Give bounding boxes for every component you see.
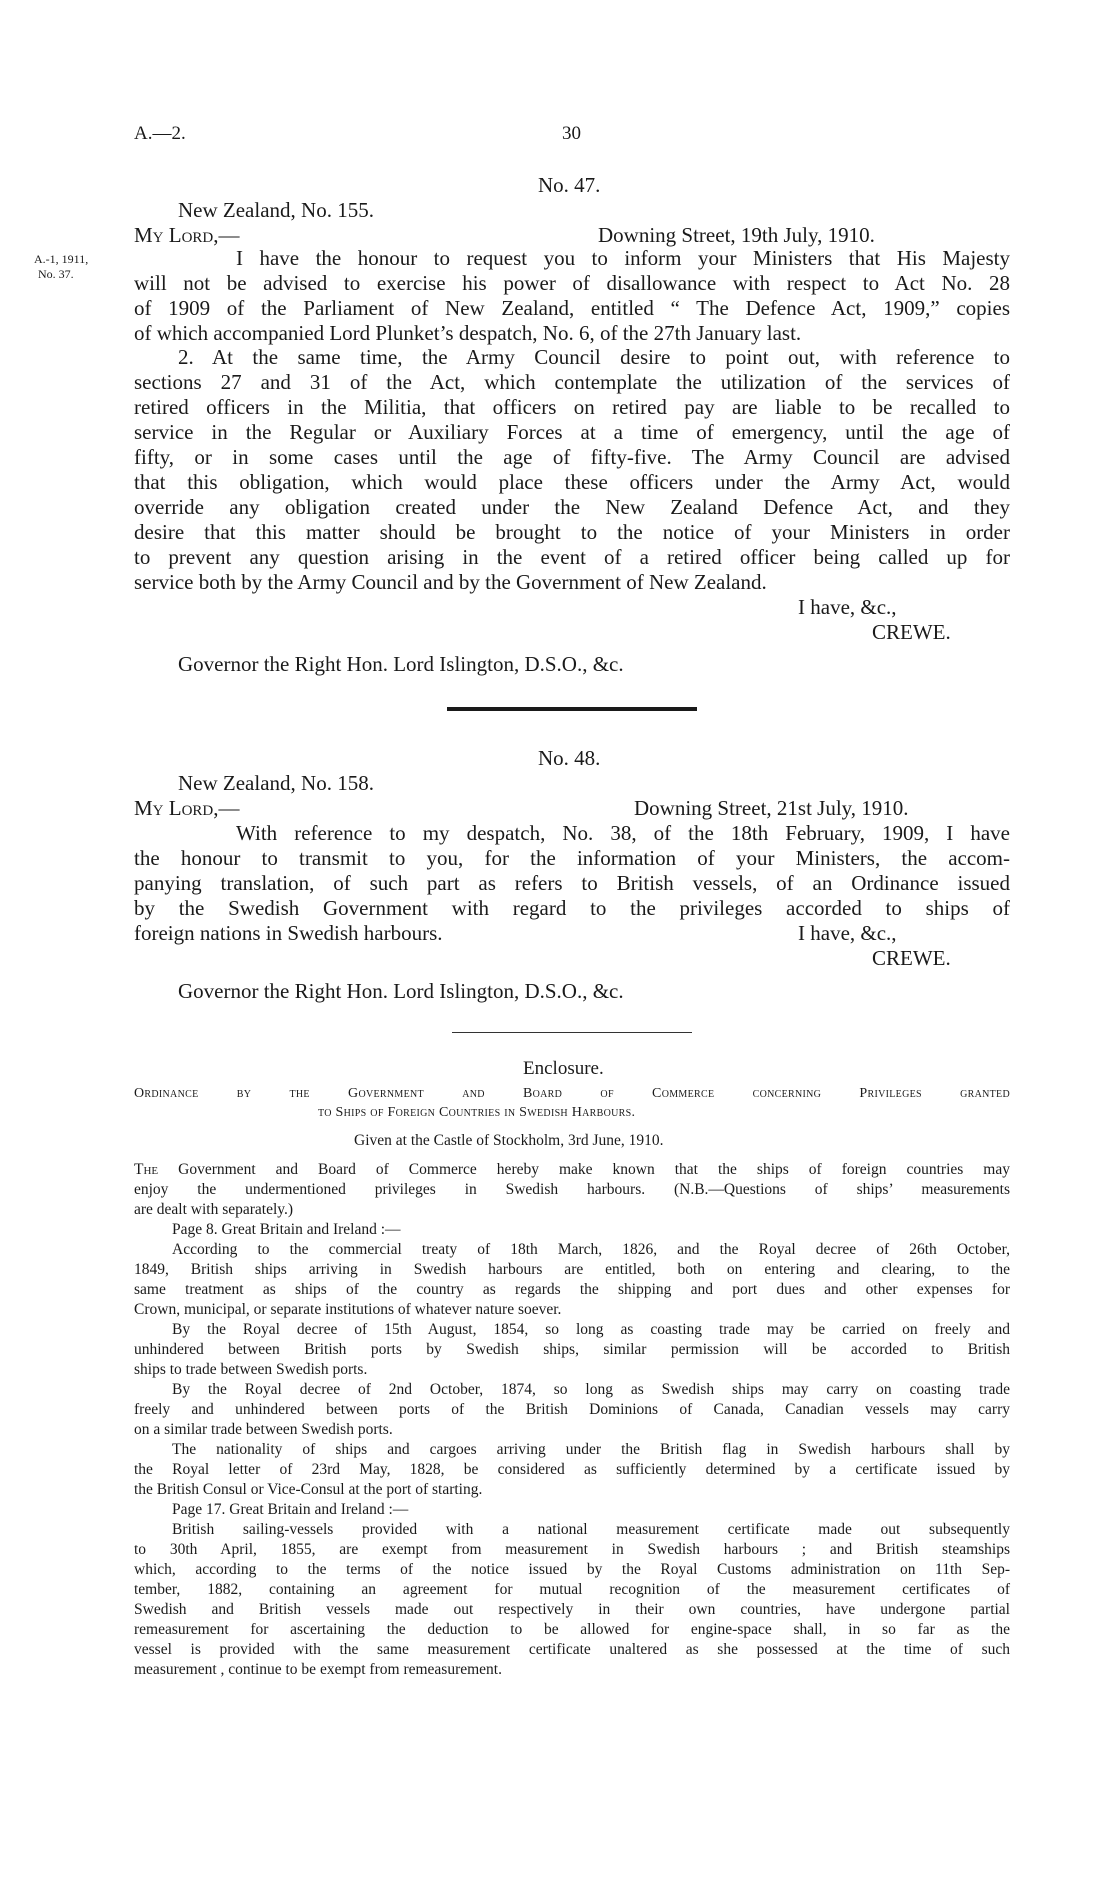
enclosure-heading: Enclosure. (523, 1058, 604, 1079)
margin-note-line1: A.-1, 1911, (34, 252, 89, 266)
despatch-48-addressee: Governor the Right Hon. Lord Islington, D.S.O., &c. (178, 979, 624, 1003)
page-8-heading: Page 8. Great Britain and Ireland :— (172, 1221, 401, 1238)
page-number: 30 (562, 123, 581, 144)
text-line: by the Swedish Government with regard to the privileges accorded to ships of (134, 896, 1010, 920)
text-line: According to the commercial treaty of 18th March, 1826, and the Royal decree of 26th October, (172, 1241, 1010, 1258)
text-line: will not be advised to exercise his power of disallowance with respect to Act No. 28 (134, 271, 1010, 295)
text-line: I have the honour to request you to inform your Ministers that His Majesty (236, 246, 1010, 270)
intro-lead-word: The (134, 1161, 159, 1178)
text-line: retired officers in the Militia, that officers on retired pay are liable to be recalled to (134, 395, 1010, 419)
text-line (134, 1160, 1010, 1180)
text-line: vessel is provided with the same measurement certificate unaltered as she possessed at the time of such (134, 1641, 1010, 1658)
page-17-heading: Page 17. Great Britain and Ireland :— (172, 1501, 409, 1518)
despatch-48-closing: I have, &c., (798, 921, 897, 945)
enclosure-title-line1: Ordinance by the Government and Board of Commerce concerning Privileges granted (134, 1086, 1010, 1101)
text-line: Swedish and British vessels made out respectively in their own countries, have undergone partial (134, 1601, 1010, 1618)
text-line: of which accompanied Lord Plunket’s despatch, No. 6, of the 27th January last. (134, 321, 802, 345)
text-line: remeasurement for ascertaining the deduction to be allowed for engine-space shall, in so far as the (134, 1621, 1010, 1638)
despatch-48-recipient: New Zealand, No. 158. (178, 771, 374, 795)
text-line: 2. At the same time, the Army Council desire to point out, with reference to (178, 345, 1010, 369)
text-line: sections 27 and 31 of the Act, which contemplate the utilization of the services of (134, 370, 1010, 394)
text-line: that this obligation, which would place these officers under the Army Act, would (134, 470, 1010, 494)
text-line: desire that this matter should be brought to the notice of your Ministers in order (134, 520, 1010, 544)
despatch-48-signature: CREWE. (872, 946, 951, 970)
margin-note-line2: No. 37. (38, 267, 74, 281)
text-line: tember, 1882, containing an agreement for mutual recognition of the measurement certificates of (134, 1581, 1010, 1598)
text-line: service both by the Army Council and by the Government of New Zealand. (134, 570, 767, 594)
text-line: With reference to my despatch, No. 38, of the 18th February, 1909, I have (236, 821, 1010, 845)
text-line: ships to trade between Swedish ports. (134, 1361, 368, 1378)
despatch-48-salutation: My Lord,— (134, 796, 240, 820)
despatch-47-number: No. 47. (538, 173, 601, 197)
despatch-47-salutation: My Lord,— (134, 223, 240, 247)
text-line: on a similar trade between Swedish ports. (134, 1421, 393, 1438)
text-line: to 30th April, 1855, are exempt from measurement in Swedish harbours ; and British steamships (134, 1541, 1010, 1558)
text-line: of 1909 of the Parliament of New Zealand, entitled “ The Defence Act, 1909,” copies (134, 296, 1010, 320)
text-line: By the Royal decree of 2nd October, 1874, so long as Swedish ships may carry on coasting trade (172, 1381, 1010, 1398)
text-line: freely and unhindered between ports of the British Dominions of Canada, Canadian vessels may carry (134, 1401, 1010, 1418)
enclosure-given-at: Given at the Castle of Stockholm, 3rd June, 1910. (354, 1132, 664, 1149)
enclosure-title-line2: to Ships of Foreign Countries in Swedish Harbours. (318, 1105, 636, 1120)
despatch-48-number: No. 48. (538, 746, 601, 770)
text-line: the Royal letter of 23rd May, 1828, be considered as sufficiently determined by a certificate issued by (134, 1461, 1010, 1478)
text-line: enjoy the undermentioned privileges in Swedish harbours. (N.B.—Questions of ships’ measurements (134, 1181, 1010, 1198)
text-line: the honour to transmit to you, for the information of your Ministers, the accom- (134, 846, 1010, 870)
despatch-47-recipient: New Zealand, No. 155. (178, 198, 374, 222)
text-line: are dealt with separately.) (134, 1201, 294, 1218)
header-ref: A.—2. (134, 123, 186, 144)
despatch-47-closing: I have, &c., (798, 595, 897, 619)
text-line: British sailing-vessels provided with a national measurement certificate made out subsequently (172, 1521, 1010, 1538)
text-line: service in the Regular or Auxiliary Forces at a time of emergency, until the age of (134, 420, 1010, 444)
despatch-47-place-date: Downing Street, 19th July, 1910. (598, 223, 875, 247)
text-line: 1849, British ships arriving in Swedish harbours are entitled, both on entering and clearing, to the (134, 1261, 1010, 1278)
despatch-47-signature: CREWE. (872, 620, 951, 644)
intro-line1-rest: Government and Board of Commerce hereby make known that the ships of foreign countries may (158, 1161, 1010, 1178)
despatch-47-addressee: Governor the Right Hon. Lord Islington, D.S.O., &c. (178, 652, 624, 676)
text-line: unhindered between British ports by Swedish ships, similar permission will be accorded to British (134, 1341, 1010, 1358)
text-line: fifty, or in some cases until the age of fifty-five. The Army Council are advised (134, 445, 1010, 469)
text-line: the British Consul or Vice-Consul at the port of starting. (134, 1481, 483, 1498)
text-line: By the Royal decree of 15th August, 1854, so long as coasting trade may be carried on freely and (172, 1321, 1010, 1338)
despatch-48-place-date: Downing Street, 21st July, 1910. (634, 796, 909, 820)
text-line: panying translation, of such part as refers to British vessels, of an Ordinance issued (134, 871, 1010, 895)
section-divider (447, 707, 697, 711)
text-line: measurement , continue to be exempt from remeasurement. (134, 1661, 502, 1678)
text-line: foreign nations in Swedish harbours. (134, 921, 443, 945)
section-divider (452, 1032, 692, 1033)
text-line: same treatment as ships of the country as regards the shipping and port dues and other expenses for (134, 1281, 1010, 1298)
text-line: to prevent any question arising in the event of a retired officer being called up for (134, 545, 1010, 569)
text-line: which, according to the terms of the notice issued by the Royal Customs administration on 11th Sep- (134, 1561, 1010, 1578)
text-line: Crown, municipal, or separate institutions of whatever nature soever. (134, 1301, 562, 1318)
text-line: The nationality of ships and cargoes arriving under the British flag in Swedish harbours shall by (172, 1441, 1010, 1458)
text-line: override any obligation created under the New Zealand Defence Act, and they (134, 495, 1010, 519)
